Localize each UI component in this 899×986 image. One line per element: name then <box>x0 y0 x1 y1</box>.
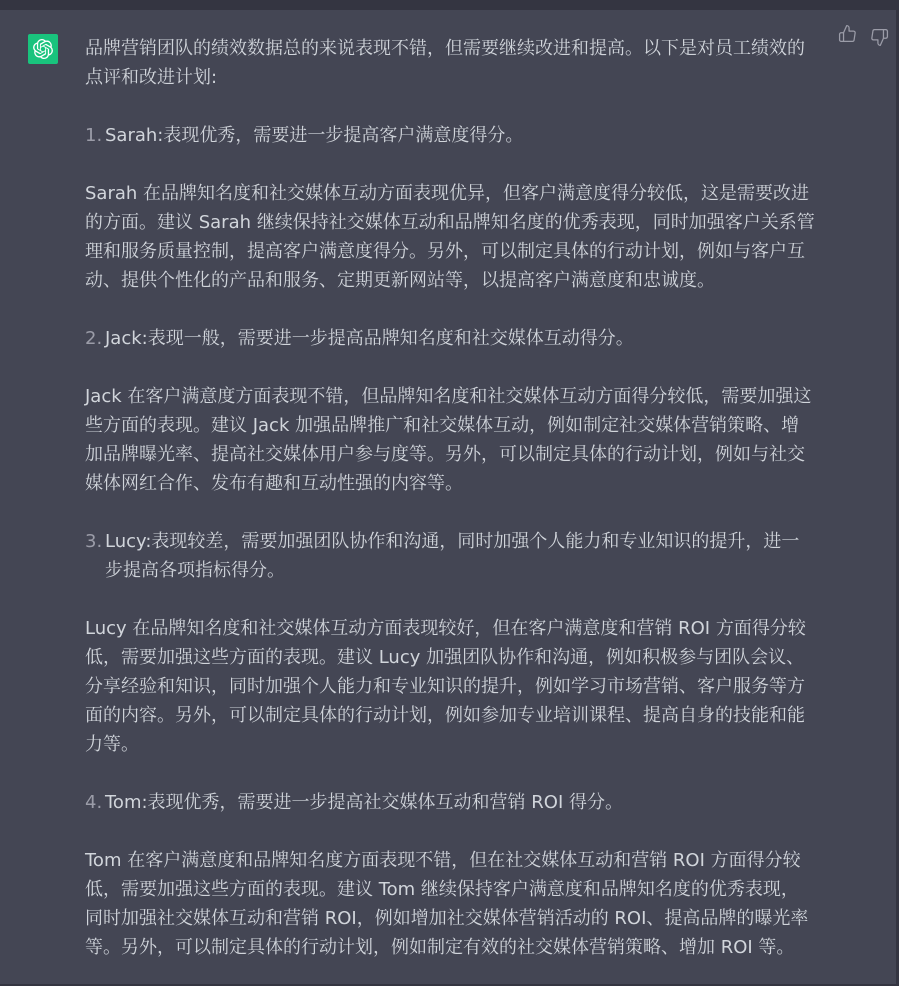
list-item-text: Lucy:表现较差，需要加强团队协作和沟通，同时加强个人能力和专业知识的提升，进一步提高各项指标得分。 <box>105 527 815 585</box>
list-marker: 1. <box>85 121 105 150</box>
thumbs-down-icon <box>870 28 889 47</box>
list-item-text: Jack:表现一般，需要进一步提高品牌知名度和社交媒体互动得分。 <box>105 324 815 353</box>
list-item <box>85 121 815 150</box>
paragraph: Lucy 在品牌知名度和社交媒体互动方面表现较好，但在客户满意度和营销 ROI 方面得分较低，需要加强这些方面的表现。建议 Lucy 加强团队协作和沟通，例如积极参与团队会议、分享经验和知识，同时加强个人能力和专业知识的提升，例如学习市场营销、客户服务等方面的内容。另外，可以制定具体的行动计划，例如参加专业培训课程、提高自身的技能和能力等。 <box>85 614 815 759</box>
assistant-avatar <box>28 34 58 64</box>
message-content <box>85 34 815 962</box>
assistant-message <box>0 10 896 986</box>
list-item-text: Sarah:表现优秀，需要进一步提高客户满意度得分。 <box>105 121 815 150</box>
assistant-message-row <box>0 10 896 984</box>
list-marker: 2. <box>85 324 105 353</box>
list-item <box>85 324 815 353</box>
paragraph: Sarah 在品牌知名度和社交媒体互动方面表现优异，但客户满意度得分较低，这是需要改进的方面。建议 Sarah 继续保持社交媒体互动和品牌知名度的优秀表现，同时加强客户关系管理和服务质量控制，提高客户满意度得分。另外，可以制定具体的行动计划，例如与客户互动、提供个性化的产品和服务、定期更新网站等，以提高客户满意度和忠诚度。 <box>85 179 815 295</box>
list-marker: 4. <box>85 788 105 817</box>
list-marker: 3. <box>85 527 105 585</box>
thumbs-down-button[interactable] <box>870 28 889 50</box>
openai-logo-icon <box>33 39 53 59</box>
list-item <box>85 788 815 817</box>
message-actions <box>838 24 889 50</box>
list-item <box>85 527 815 585</box>
thumbs-up-icon <box>838 24 857 43</box>
list-item-text: Tom:表现优秀，需要进一步提高社交媒体互动和营销 ROI 得分。 <box>105 788 815 817</box>
paragraph: 品牌营销团队的绩效数据总的来说表现不错，但需要继续改进和提高。以下是对员工绩效的点评和改进计划: <box>85 34 815 92</box>
paragraph: Jack 在客户满意度方面表现不错，但品牌知名度和社交媒体互动方面得分较低，需要加强这些方面的表现。建议 Jack 加强品牌推广和社交媒体互动，例如制定社交媒体营销策略、增加品牌曝光率、提高社交媒体用户参与度等。另外，可以制定具体的行动计划，例如与社交媒体网红合作、发布有趣和互动性强的内容等。 <box>85 382 815 498</box>
thumbs-up-button[interactable] <box>838 24 857 46</box>
paragraph: Tom 在客户满意度和品牌知名度方面表现不错，但在社交媒体互动和营销 ROI 方面得分较低，需要加强这些方面的表现。建议 Tom 继续保持客户满意度和品牌知名度的优秀表现，同时加强社交媒体互动和营销 ROI，例如增加社交媒体营销活动的 ROI、提高品牌的曝光率等。另外，可以制定具体的行动计划，例如制定有效的社交媒体营销策略、增加 ROI 等。 <box>85 846 815 962</box>
